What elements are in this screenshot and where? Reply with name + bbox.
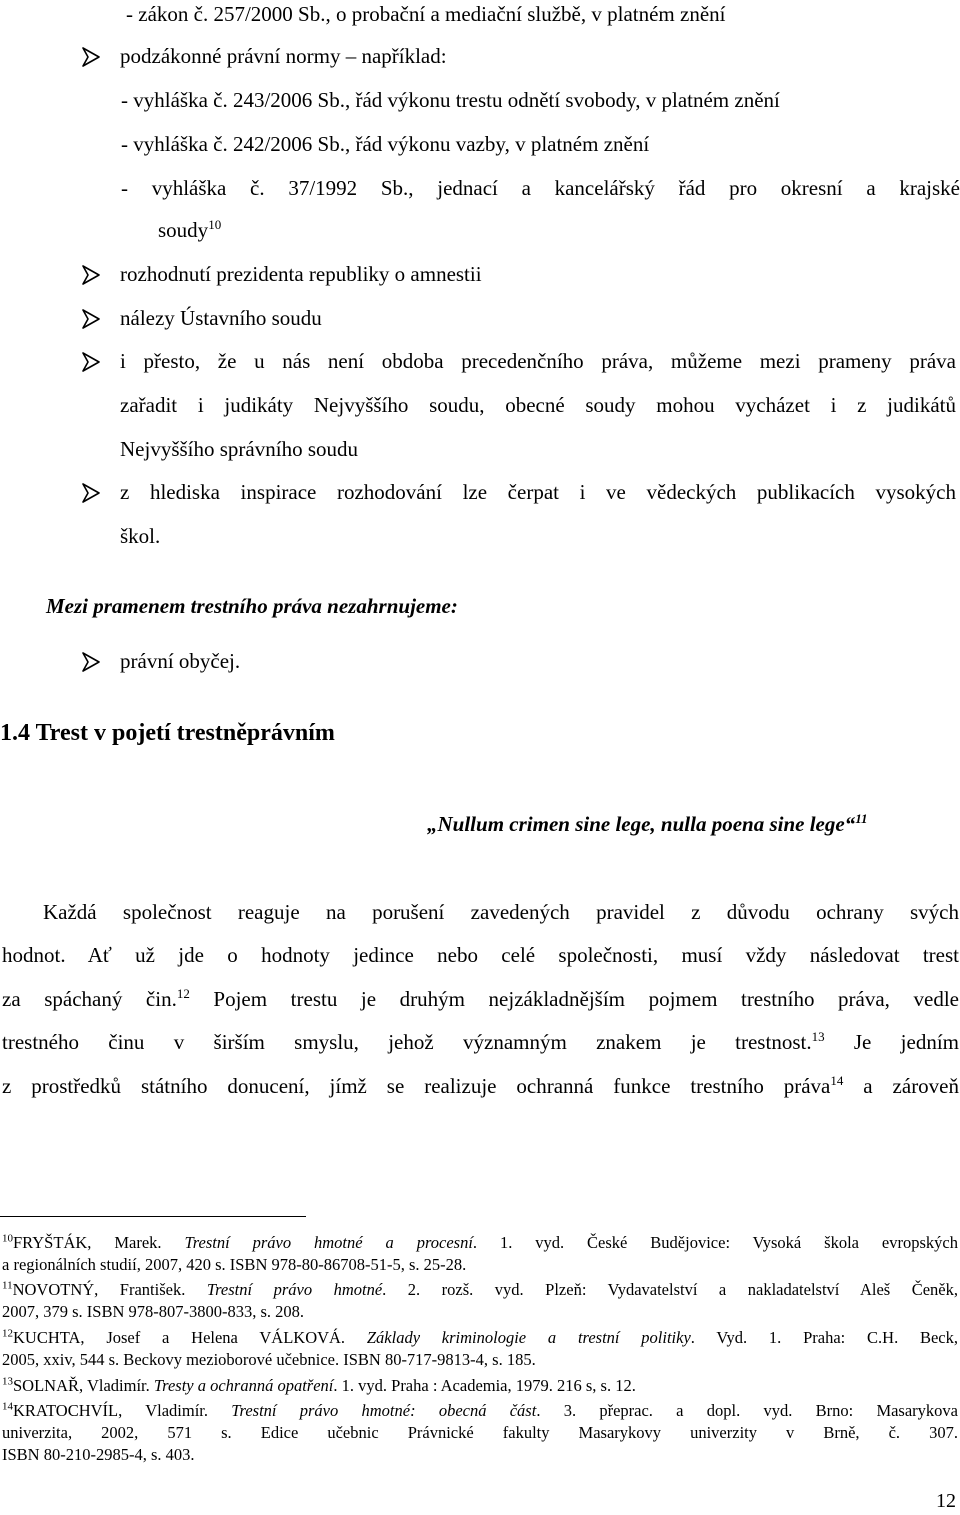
list-line: - vyhláška č. 37/1992 Sb., jednací a kancelářský řád pro okresní a krajské: [121, 176, 960, 200]
footnote-text: univerzita, 2002, 571 s. Edice učebnic Právnické fakulty Masarykovy univerzity v Brně, č. 307.: [2, 1423, 958, 1442]
page-number: 12: [936, 1490, 956, 1512]
list-line: z hlediska inspirace rozhodování lze čerpat i ve vědeckých publikacích vysokých: [120, 480, 956, 504]
footnote-text: KUCHTA, Josef a Helena VÁLKOVÁ.: [13, 1328, 367, 1347]
paragraph-text: Je jedním: [824, 1030, 959, 1054]
footnote-text: 2005, xxiv, 544 s. Beckovy mezioborové učebnice. ISBN 80-717-9813-4, s. 185.: [2, 1350, 536, 1369]
paragraph-text: trestného činu v širším smyslu, jehož významným znakem je trestnost.: [2, 1030, 812, 1054]
footnote-text: SOLNAŘ, Vladimír.: [13, 1376, 154, 1395]
footnote-ref: 11: [855, 811, 868, 826]
footnote-ref: 14: [830, 1073, 844, 1088]
arrow-bullet-icon: [82, 483, 100, 503]
paragraph-text: za spáchaný čin.: [2, 987, 177, 1011]
footnote-separator: [0, 1216, 306, 1217]
footnote-text: NOVOTNÝ, František.: [12, 1280, 207, 1299]
paragraph-text: a zároveň: [843, 1074, 960, 1098]
footnote-text: . 2. rozš. vyd. Plzeň: Vydavatelství a nakladatelství Aleš Čeněk,: [382, 1280, 958, 1299]
arrow-bullet-icon: [82, 652, 100, 672]
footnote-ref: 13: [811, 1029, 825, 1044]
arrow-bullet-icon: [82, 265, 100, 285]
footnote-text: KRATOCHVÍL, Vladimír.: [13, 1401, 232, 1420]
footnote-number: 14: [2, 1400, 13, 1413]
footnote-text: . Vyd. 1. Praha: C.H. Beck,: [690, 1328, 959, 1347]
footnote-text: . 3. přeprac. a dopl. vyd. Brno: Masarykova: [536, 1401, 958, 1420]
footnote-13: [2, 1375, 958, 1397]
footnote-11: [2, 1279, 958, 1323]
list-line: právní obyčej.: [120, 649, 241, 673]
motto-quote: [427, 810, 867, 838]
footnote-text: 2007, 379 s. ISBN 978-807-3800-833, s. 208.: [2, 1302, 305, 1321]
paragraph-line: [2, 1028, 959, 1056]
arrow-bullet-icon: [82, 309, 100, 329]
footnote-10: [2, 1232, 958, 1276]
footnote-text: ISBN 80-210-2985-4, s. 403.: [2, 1445, 195, 1464]
list-line: [158, 216, 221, 244]
list-line-text: soudy: [158, 218, 209, 242]
list-line: škol.: [120, 524, 161, 548]
footnote-14: [2, 1400, 958, 1466]
arrow-bullet-icon: [82, 352, 100, 372]
paragraph-text: Pojem trestu je druhým nejzákladnějším pojmem trestního práva, vedle: [189, 987, 959, 1011]
list-line: - zákon č. 257/2000 Sb., o probační a mediační službě, v platném znění: [126, 2, 726, 26]
list-line: podzákonné právní normy – například:: [120, 44, 447, 68]
list-line: nálezy Ústavního soudu: [120, 306, 322, 330]
arrow-bullet-icon: [82, 47, 100, 67]
footnote-number: 10: [2, 1232, 13, 1245]
footnote-number: 12: [2, 1327, 13, 1340]
list-line: rozhodnutí prezidenta republiky o amnestii: [120, 262, 482, 286]
list-line: - vyhláška č. 242/2006 Sb., řád výkonu vazby, v platném znění: [121, 132, 650, 156]
paragraph-line: Každá společnost reaguje na porušení zavedených pravidel z důvodu ochrany svých: [43, 900, 959, 924]
footnote-12: [2, 1327, 958, 1371]
footnote-text: FRYŠTÁK, Marek.: [13, 1233, 185, 1252]
paragraph-text: z prostředků státního donucení, jímž se realizuje ochranná funkce trestního práva: [2, 1074, 831, 1098]
footnote-text: a regionálních studií, 2007, 420 s. ISBN 978-80-86708-51-5, s. 25-28.: [2, 1255, 467, 1274]
footnote-number: 13: [2, 1375, 13, 1388]
footnote-text: . 1. vyd. Praha : Academia, 1979. 216 s, s. 12.: [333, 1376, 636, 1395]
motto-text: „Nullum crimen sine lege, nulla poena sine lege“: [427, 812, 856, 836]
footnote-title: Trestní právo hmotné: [206, 1280, 383, 1299]
footnote-number: 11: [2, 1279, 13, 1292]
footnote-title: Trestní právo hmotné: obecná část: [231, 1401, 537, 1420]
list-line: - vyhláška č. 243/2006 Sb., řád výkonu trestu odnětí svobody, v platném znění: [121, 88, 780, 112]
paragraph-line: hodnot. Ať už jde o hodnoty jedince nebo celé společnosti, musí vždy následovat trest: [2, 943, 959, 967]
paragraph-line: [2, 985, 959, 1013]
list-line: i přesto, že u nás není obdoba precedenčního práva, můžeme mezi prameny práva: [120, 349, 956, 373]
footnote-title: Základy kriminologie a trestní politiky: [366, 1328, 691, 1347]
excluded-heading: Mezi pramenem trestního práva nezahrnujeme:: [46, 594, 458, 618]
section-title: 1.4 Trest v pojetí trestněprávním: [0, 720, 335, 746]
paragraph-line: [2, 1072, 959, 1100]
list-line: zařadit i judikáty Nejvyššího soudu, obecné soudy mohou vycházet i z judikátů: [120, 393, 956, 417]
footnote-ref: 10: [208, 217, 222, 232]
footnote-title: Trestní právo hmotné a procesní: [184, 1233, 473, 1252]
footnote-title: Tresty a ochranná opatření: [153, 1376, 334, 1395]
footnote-text: . 1. vyd. České Budějovice: Vysoká škola evropských: [472, 1233, 958, 1252]
footnote-ref: 12: [176, 986, 190, 1001]
list-line: Nejvyššího správního soudu: [120, 437, 358, 461]
